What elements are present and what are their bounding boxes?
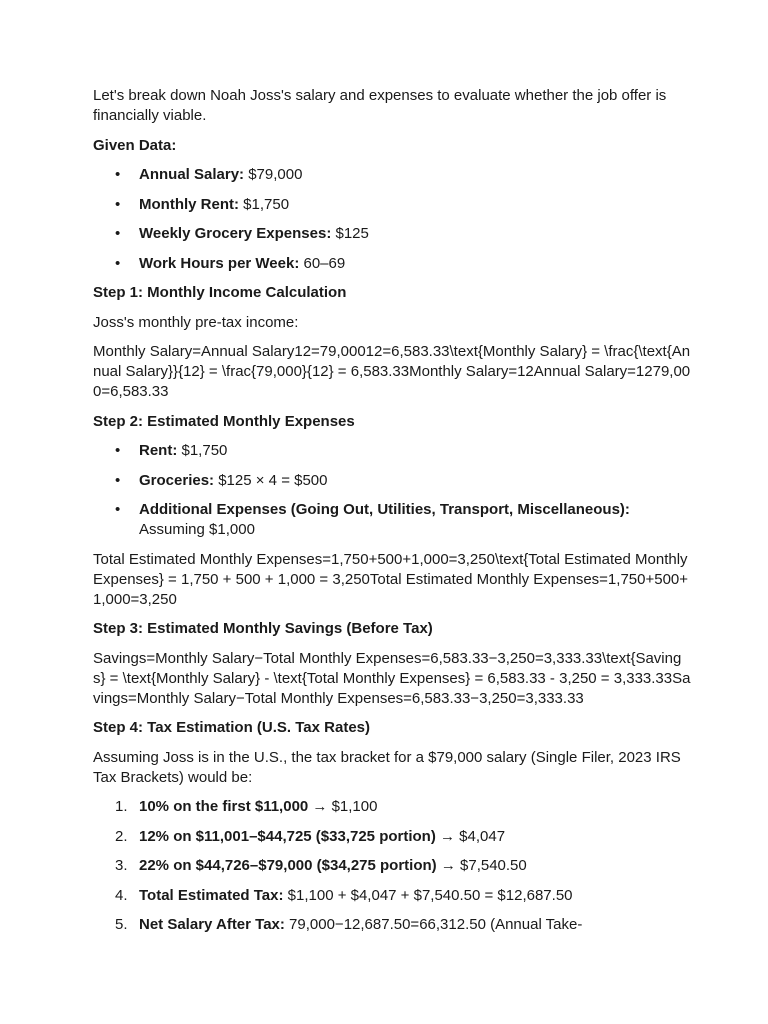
list-item: • Annual Salary: $79,000: [93, 165, 693, 185]
list-item: 2. 12% on $11,001–$44,725 ($33,725 portion) → $4,047: [115, 827, 506, 845]
step2-formula: Total Estimated Monthly Expenses=1,750+500+1,000=3,250\text{Total Estimated Monthly Expenses} = 1,750 + 500 + 1,000 = 3,250Total Estimated Monthly Expenses=1,750+500+1,000=3,250: [93, 550, 689, 608]
list-item: • Monthly Rent: $1,750: [93, 195, 693, 215]
given-data-list: [93, 165, 693, 274]
list-item: • Work Hours per Week: 60–69: [93, 254, 693, 274]
list-item: 3. 22% on $44,726–$79,000 ($34,275 portion) → $7,540.50: [115, 857, 527, 874]
list-item: 5. Net Salary After Tax: 79,000−12,687.50=66,312.50 (Annual Take-: [115, 916, 583, 933]
intro-paragraph: Let's break down Noah Joss's salary and expenses to evaluate whether the job offer is financially viable.: [93, 87, 667, 124]
list-item: 4. Total Estimated Tax: $1,100 + $4,047 + $7,540.50 = $12,687.50: [115, 886, 573, 904]
list-item: 1. 10% on the first $11,000 → $1,100: [115, 798, 378, 815]
step2-list: [93, 441, 693, 540]
tax-bracket-list: [93, 797, 693, 935]
list-item: • Additional Expenses (Going Out, Utilities, Transport, Miscellaneous): Assuming $1,000: [93, 500, 693, 540]
list-item: • Groceries: $125 × 4 = $500: [93, 471, 693, 491]
step2-heading: Step 2: Estimated Monthly Expenses: [93, 412, 355, 430]
step3-formula: Savings=Monthly Salary−Total Monthly Expenses=6,583.33−3,250=3,333.33\text{Savings} = \text{Monthly Salary} - \text{Total Monthly Expenses} = 6,583.33 - 3,250 = 3,333.33Savings=Monthly Salary−Total Monthly Expenses=6,583.33−3,250=3,333.33: [93, 649, 691, 707]
list-item: • Rent: $1,750: [93, 441, 693, 461]
given-data-heading: Given Data:: [93, 136, 177, 154]
step1-formula: Monthly Salary=Annual Salary12=79,00012=6,583.33\text{Monthly Salary} = \frac{\text{Annual Salary}}{12} = \frac{79,000}{12} = 6,583.33Monthly Salary=12Annual Salary=1279,000=6,583.33: [93, 343, 691, 400]
step4-heading: Step 4: Tax Estimation (U.S. Tax Rates): [93, 719, 371, 736]
list-item: • Weekly Grocery Expenses: $125: [93, 224, 693, 244]
step3-heading: Step 3: Estimated Monthly Savings (Before Tax): [93, 620, 433, 637]
document-body: [93, 86, 693, 945]
step1-text: Joss's monthly pre-tax income:: [93, 313, 299, 331]
step4-text: Assuming Joss is in the U.S., the tax bracket for a $79,000 salary (Single Filer, 2023 IRS Tax Brackets) would be:: [93, 748, 681, 786]
step1-heading: Step 1: Monthly Income Calculation: [93, 284, 347, 301]
